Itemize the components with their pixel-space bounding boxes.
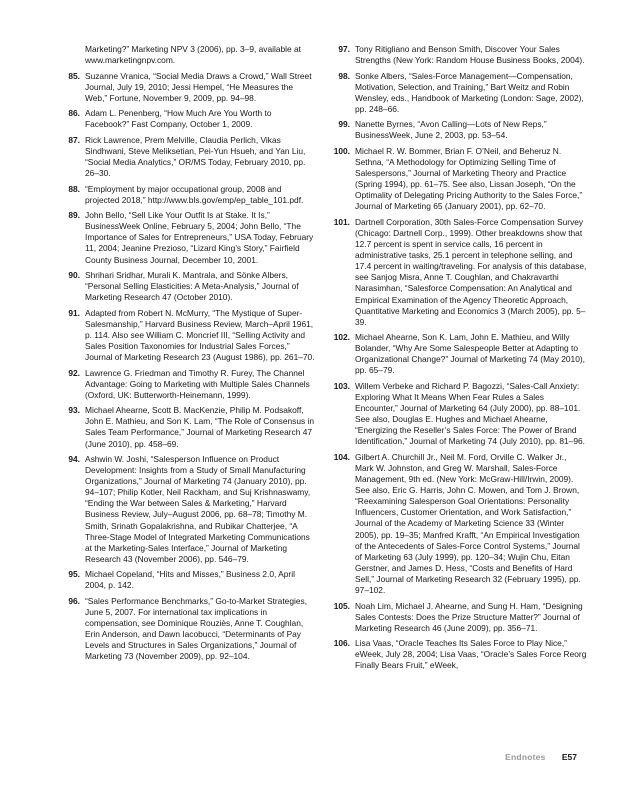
endnote-85 [61, 71, 317, 104]
left-column [61, 44, 317, 667]
endnote-text: Sonke Albers, “Sales-Force Management—Compensation, Motivation, Selection, and Training,” Bart Weitz and Robin Wensley, eds., Handbook of Marketing (London: Sage, 2002), pp. 248–66. [355, 70, 584, 114]
endnote-text: John Bello, “Sell Like Your Outfit Is at Stake. It Is,” BusinessWeek Online, February 5, 2004; John Bello, “The Importance of Sales for Entrepreneurs,” USA Today, February 11, 2004; Jeanine Prezioso, “Lizard King’s Story,” Fairfield County Business Journal, December 10, 2001. [85, 210, 314, 265]
endnote-number: 94. [68, 454, 80, 464]
endnote-number: 103. [333, 380, 350, 391]
endnote-92 [61, 368, 317, 401]
endnote-104 [331, 452, 587, 596]
endnote-text: Adapted from Robert N. McMurry, “The Mystique of Super-Salesmanship,” Harvard Business Review, March–April 1961, p. 114. Also see William C. Moncrief III, “Selling Activity and Sales Position Taxonomies for Industrial Sales Forces,” Journal of Marketing Research 23 (August 1986), pp. 261–70. [85, 307, 315, 363]
endnote-text: “Employment by major occupational group, 2008 and projected 2018,” http://www.bls.gov/emp/ep_table_101.pdf. [85, 183, 304, 205]
endnote-continuation [61, 44, 317, 66]
endnote-text: Michael R. W. Bommer, Brian F. O’Neil, and Beheruz N. Sethna, “A Methodology for Optimizing Selling Time of Salespersons,” Journal of Marketing Theory and Practice (Spring 1994), pp. 61–75. See also, Lissan Joseph, “On the Optimality of Delegating Pricing Authority to the Sales Force,” Journal of Marketing 65 (January 2001), pp. 62–70. [355, 145, 583, 212]
endnote-text: “Sales Performance Benchmarks,” Go-to-Market Strategies, June 5, 2007. For international tax implications in compensation, see Dominique Rouziès, Anne T. Coughlan, Erin Anderson, and Dawn Iacobucci, “Determinants of Pay Levels and Structures in Sales Organizations,” Journal of Marketing 73 (November 2009), pp. 92–104. [85, 595, 308, 662]
endnote-number: 91. [68, 307, 80, 318]
endnote-number: 99. [338, 119, 350, 130]
section-label: Endnotes [505, 752, 546, 762]
endnote-number: 95. [68, 569, 80, 580]
endnote-text: Lisa Vaas, “Oracle Teaches Its Sales Force to Play Nice,” eWeek, July 28, 2004; Lisa Vaas, “Oracle’s Sales Force Reorg Finally Bears Fruit,” eWeek, [355, 638, 587, 671]
endnote-number: 89. [68, 210, 80, 221]
endnote-text: Rick Lawrence, Prem Melville, Claudia Perlich, Vikas Sindhwani, Steve Meliksetian, Pei-Yun Hsueh, and Yan Liu, “Social Media Analytics,” OR/MS Today, February 2010, pp. 26–30. [85, 134, 306, 179]
endnote-86 [61, 108, 317, 130]
endnote-91 [61, 308, 317, 363]
endnote-number: 105. [333, 600, 350, 611]
endnote-text: Adam L. Penenberg, “How Much Are You Worth to Facebook?” Fast Company, October 1, 2009. [85, 108, 272, 130]
endnote-number: 96. [68, 595, 80, 606]
endnote-number: 92. [68, 367, 80, 378]
endnote-text: Willem Verbeke and Richard P. Bagozzi, “Sales-Call Anxiety: Exploring What It Means When Fear Rules a Sales Encounter,” Journal of Marketing 64 (July 2000), pp. 88–101. See also, Douglas E. Hughes and Michael Ahearne, “Energizing the Reseller’s Sales Force: The Power of Brand Identification,” Journal of Marketing 74 (July 2010), pp. 81–96. [355, 380, 585, 447]
endnote-number: 97. [338, 44, 350, 54]
endnote-number: 98. [338, 70, 350, 81]
endnote-number: 90. [68, 270, 80, 281]
endnote-text: Noah Lim, Michael J. Ahearne, and Sung H. Ham, “Designing Sales Contests: Does the Prize Structure Matter?” Journal of Marketing Research 46 (June 2009), pp. 356–71. [355, 600, 583, 633]
endnote-106 [331, 638, 587, 671]
right-column [331, 44, 587, 676]
endnote-number: 86. [68, 108, 80, 119]
endnote-number: 104. [333, 451, 350, 462]
endnote-103 [331, 381, 587, 448]
page-footer [505, 752, 577, 762]
endnote-number: 87. [68, 134, 80, 145]
endnote-number: 106. [333, 638, 350, 649]
endnote-text: Ashwin W. Joshi, “Salesperson Influence on Product Development: Insights from a Study of Small Manufacturing Organizations,” Journal of Marketing 74 (January 2010), pp. 94–107; Philip Kotler, Neil Rackham, and Suj Krishnaswamy, “Ending the War between Sales & Marketing,” Harvard Business Review, July–August 2006, pp. 68–78; Timothy M. Smith, Srinath Gopalakrishna, and Rubikar Chatterjee, “A Three-Stage Model of Integrated Marketing Communications at the Marketing-Sales Interface,” Journal of Marketing Research 43 (November 2006), pp. 546–79. [85, 454, 311, 564]
endnote-90 [61, 270, 317, 303]
endnote-95 [61, 569, 317, 591]
endnote-100 [331, 146, 587, 213]
endnote-number: 93. [68, 405, 80, 416]
endnote-text: Tony Ritigliano and Benson Smith, Discover Your Sales Strengths (New York: Random House Business Books, 2004). [355, 44, 585, 66]
endnote-87 [61, 135, 317, 179]
endnote-94 [61, 454, 317, 565]
endnote-text: Marketing?” Marketing NPV 3 (2006), pp. 3–9, available at www.marketingnpv.com. [85, 44, 302, 66]
endnote-text: Michael Copeland, “Hits and Misses,” Business 2.0, April 2004, p. 142. [85, 569, 295, 591]
endnote-89 [61, 210, 317, 265]
endnote-text: Lawrence G. Friedman and Timothy R. Furey, The Channel Advantage: Going to Marketing with Multiple Sales Channels (Oxford, UK: Butterworth-Heinemann, 1999). [85, 367, 310, 400]
endnote-98 [331, 71, 587, 115]
endnote-105 [331, 601, 587, 634]
endnote-88 [61, 184, 317, 206]
endnote-number: 85. [68, 70, 80, 81]
endnote-text: Shrihari Sridhar, Murali K. Mantrala, and Sönke Albers, “Personal Selling Elasticities: A Meta-Analysis,” Journal of Marketing Research 47 (October 2010). [85, 270, 299, 303]
endnote-96 [61, 596, 317, 663]
endnote-97 [331, 44, 587, 66]
endnote-number: 102. [333, 332, 350, 343]
endnote-number: 100. [333, 145, 350, 156]
endnote-text: Gilbert A. Churchill Jr., Neil M. Ford, Orville C. Walker Jr., Mark W. Johnston, and Greg W. Marshall, Sales-Force Management, 9th ed. (New York: McGraw-Hill/Irwin, 2009). See also, Eric G. Harris, John C. Mowen, and Tom J. Brown, “Reexamining Salesperson Goal Orientations: Personality Influencers, Customer Orientation, and Work Satisfaction,” Journal of the Academy of Marketing Science 33 (Winter 2005), pp. 19–35; Manfred Krafft, “An Empirical Investigation of the Antecedents of Sales-Force Control Systems,” Journal of Marketing 63 (July 1999), pp. 120–34; Wujin Chu, Eitan Gerstner, and James D. Hess, “Costs and Benefits of Hard Sell,” Journal of Marketing Research 32 (February 1995), pp. 97–102. [355, 451, 581, 596]
endnote-102 [331, 332, 587, 376]
endnote-99 [331, 119, 587, 141]
endnote-number: 101. [333, 216, 350, 227]
endnote-text: Suzanne Vranica, “Social Media Draws a Crowd,” Wall Street Journal, July 19, 2010; Jessi Hempel, “He Measures the Web,” Fortune, November 9, 2009, pp. 94–98. [85, 70, 312, 103]
endnote-text: Dartnell Corporation, 30th Sales-Force Compensation Survey (Chicago: Dartnell Corp., 1999). Other breakdowns show that 12.7 percent is spent in service calls, 16 percent in administrative tasks, 25.1 percent in telephone selling, and 17.4 percent in waiting/traveling. For analysis of this database, see Sanjog Misra, Anne T. Coughlan, and Chakravarthi Narasimhan, “Salesforce Compensation: An Analytical and Empirical Examination of the Agency Theoretic Approach, Quantitative Marketing and Economics 3 (March 2005), pp. 5–39. [355, 216, 587, 327]
endnote-number: 88. [68, 183, 80, 194]
endnote-text: Nanette Byrnes, “Avon Calling—Lots of New Reps,” BusinessWeek, June 2, 2003, pp. 53–54. [355, 119, 547, 141]
endnote-101 [331, 217, 587, 328]
endnote-93 [61, 405, 317, 449]
page-number: E57 [561, 752, 577, 762]
endnote-text: Michael Ahearne, Son K. Lam, John E. Mathieu, and Willy Bolander, “Why Are Some Salespeople Better at Adapting to Organizational Change?” Journal of Marketing 74 (May 2010), pp. 65–79. [355, 332, 585, 376]
endnote-text: Michael Ahearne, Scott B. MacKenzie, Philip M. Podsakoff, John E. Mathieu, and Son K. Lam, “The Role of Consensus in Sales Team Performance,” Journal of Marketing Research 47 (June 2010), pp. 458–69. [85, 405, 315, 449]
